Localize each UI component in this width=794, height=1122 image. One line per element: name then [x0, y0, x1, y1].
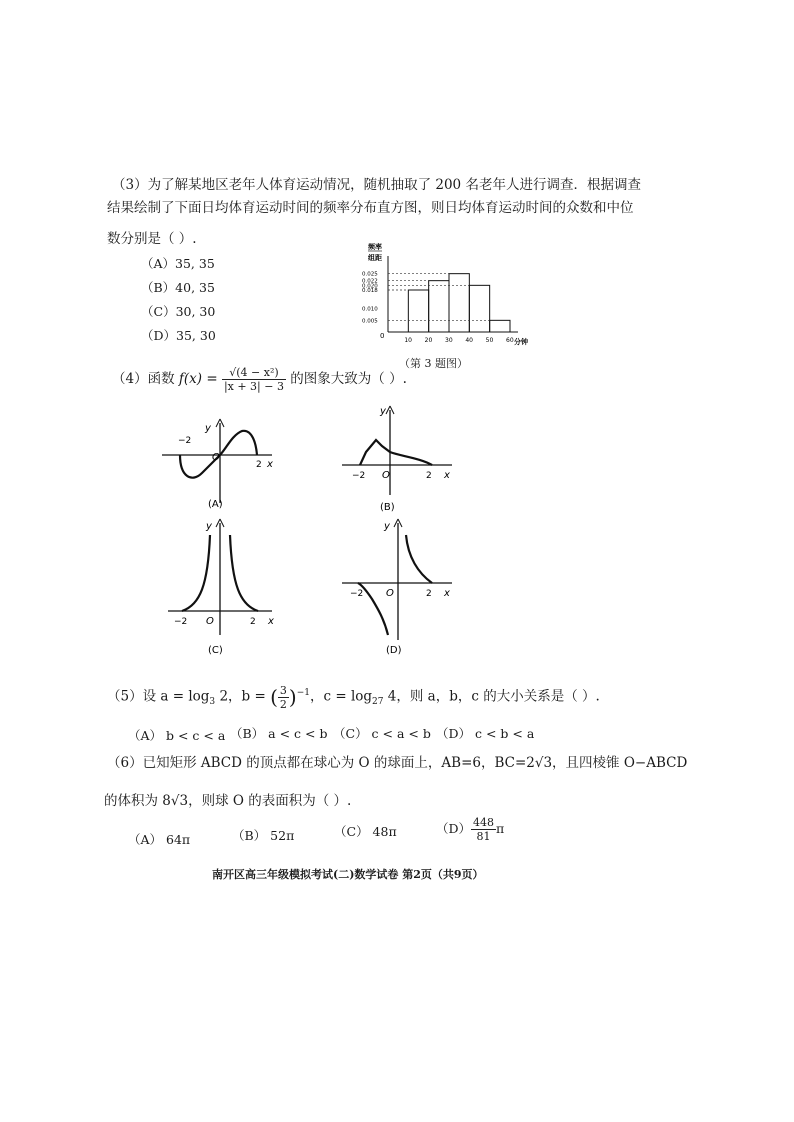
histogram-chart	[360, 238, 540, 346]
graph-d-neg: −2	[350, 589, 364, 599]
q3-option-c: （C）30, 30	[141, 304, 216, 319]
q4-suffix: 的图象大致为（ ）.	[285, 371, 407, 387]
q3-line2: 结果绘制了下面日均体育运动时间的频率分布直方图，则日均体育运动时间的众数和中位	[107, 200, 634, 216]
graph-a-o: O	[212, 452, 220, 463]
graph-a-x: x	[267, 459, 273, 470]
chart-y-tick-label: 0.022	[362, 278, 378, 285]
chart-x-tick-label: 10	[404, 337, 412, 344]
graph-d	[340, 515, 460, 660]
graph-d-label: (D)	[386, 645, 402, 656]
q5-option-c: （C） c < a < b	[333, 726, 431, 741]
graph-b	[340, 400, 460, 515]
chart-x-tick-label: 30	[445, 337, 453, 344]
q6-option-d-label: （D）	[436, 821, 472, 836]
chart-y-tick-label: 0.018	[362, 288, 378, 294]
graph-c-y: y	[206, 521, 212, 532]
graph-d-pos: 2	[426, 589, 432, 599]
chart-x-tick-label: 20	[424, 337, 433, 344]
graph-c-label: (C)	[208, 645, 223, 656]
graph-a-y: y	[205, 423, 211, 434]
chart-y-tick-label: 0.020	[362, 283, 378, 290]
q5-option-d: （D） c < b < a	[436, 726, 535, 741]
graph-b-pos: 2	[426, 471, 432, 481]
graph-a-pos: 2	[256, 460, 262, 470]
q5-option-a: （A） b < c < a	[128, 728, 226, 743]
graph-b-y: y	[380, 406, 386, 417]
chart-x-tick-label: 50	[485, 337, 494, 344]
q5-prefix: （5）设 a = log	[107, 688, 210, 705]
graph-c-x: x	[268, 616, 274, 627]
q6-option-c: （C） 48π	[334, 824, 397, 839]
q4-fraction	[222, 366, 286, 393]
q5-b-num: 3	[279, 683, 287, 697]
q6-option-d	[436, 816, 504, 843]
chart-ylabel-line2: 组距	[368, 254, 382, 262]
q3-line1: （3）为了解某地区老年人体育运动情况，随机抽取了 200 名老年人进行调查．根据调查	[112, 177, 641, 193]
q6-option-a: （A） 64π	[128, 832, 191, 847]
q5-c-sub: 27	[372, 697, 384, 708]
q4-func-lhs: f(x) =	[178, 371, 218, 387]
q5-option-b: （B） a < c < b	[230, 726, 328, 741]
q4-numerator: √(4 − x²)	[222, 366, 286, 380]
histogram-bar	[490, 320, 510, 332]
q3-figure-caption: （第 3 题图）	[399, 357, 468, 370]
chart-x-tick-label: 40	[465, 337, 473, 344]
chart-y-tick-label: 0.025	[362, 271, 378, 278]
graph-a-label: (A)	[208, 499, 223, 510]
histogram-bar	[408, 290, 428, 332]
q6-option-d-den: 81	[476, 830, 491, 843]
histogram-bar	[429, 281, 449, 332]
q5-a-sub: 3	[209, 697, 216, 708]
graph-a	[160, 415, 280, 510]
graph-a-neg: −2	[178, 436, 192, 446]
q6-option-d-pi: π	[496, 821, 505, 836]
graph-b-x: x	[444, 470, 450, 481]
graph-b-neg: −2	[352, 471, 366, 481]
q5-a-tail: 2，b =	[215, 688, 271, 705]
q6-option-d-fraction	[471, 816, 496, 843]
q6-line1: （6）已知矩形 ABCD 的顶点都在球心为 O 的球面上，AB=6，BC=2√3，且四棱锥 O−ABCD	[107, 755, 688, 771]
chart-y-tick-label: 0.010	[362, 306, 378, 313]
q5-c-part: ，c = log	[309, 688, 373, 705]
graph-c	[160, 515, 280, 660]
q5-b-exp: −1	[296, 688, 310, 698]
q3-option-b: （B）40, 35	[141, 280, 215, 295]
graph-b-label: (B)	[380, 502, 395, 513]
q5-b-den: 2	[279, 697, 287, 711]
chart-y-tick-label: 0.005	[362, 318, 378, 325]
histogram-bar	[449, 274, 469, 332]
q4-prefix: （4）函数	[112, 371, 179, 387]
chart-origin-label: 0	[380, 332, 385, 340]
graph-d-x: x	[444, 588, 450, 599]
q3-option-d: （D）35, 30	[141, 328, 216, 343]
q4-stem	[112, 366, 407, 393]
q6-option-b: （B） 52π	[232, 828, 295, 843]
graph-c-o: O	[206, 616, 214, 627]
chart-x-tick-label: 60	[506, 337, 514, 344]
chart-ylabel-line1: 频率	[368, 243, 382, 251]
page-footer: 南开区高三年级模拟考试(二)数学试卷 第2页（共9页）	[212, 868, 484, 881]
graph-c-neg: −2	[174, 617, 188, 627]
histogram-bar	[469, 285, 489, 332]
q5-b-fraction	[278, 684, 289, 711]
q3-option-a: （A）35, 35	[141, 256, 215, 271]
graph-d-o: O	[386, 588, 394, 599]
graph-b-o: O	[382, 470, 390, 481]
q6-option-d-num: 448	[473, 816, 495, 829]
graph-c-pos: 2	[250, 617, 256, 627]
graph-d-y: y	[384, 521, 390, 532]
chart-xlabel: 分钟	[514, 338, 528, 346]
q6-line2: 的体积为 8√3，则球 O 的表面积为（ ）.	[104, 793, 352, 809]
q5-stem: （5）设 $a = \log_3 2$，b = ( $\frac{3}{2}$ )$^{-1}$，$c = \log_{27} 4$，则 a，b，c 的大小关系是（ ）.	[107, 683, 600, 711]
q5-c-tail: 4，则 a，b，c 的大小关系是（ ）.	[383, 688, 600, 705]
q4-denominator: |x + 3| − 3	[223, 380, 284, 393]
q3-line3: 数分别是（ ）.	[107, 231, 197, 247]
